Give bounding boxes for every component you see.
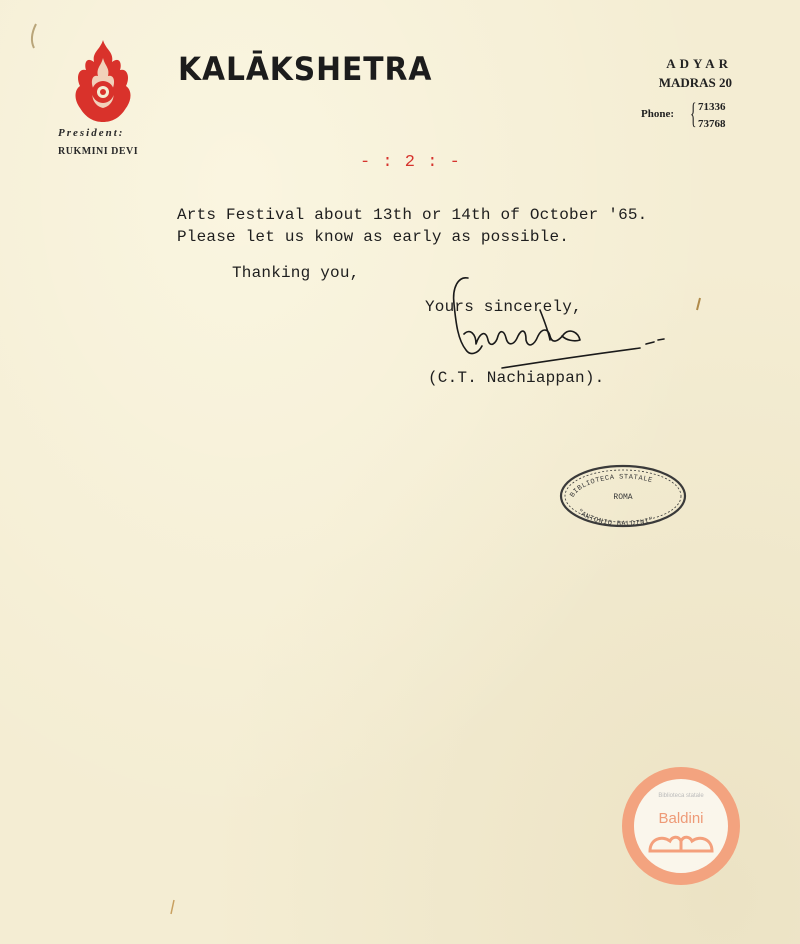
handwritten-signature xyxy=(440,270,670,380)
stamp-text-top: BIBLIOTECA STATALE xyxy=(568,473,654,500)
paper-mark xyxy=(26,22,46,52)
president-label: President: xyxy=(58,127,125,139)
body-line: Please let us know as early as possible. xyxy=(177,228,570,246)
body-line: Arts Festival about 13th or 14th of October '65. xyxy=(177,206,648,224)
brace-icon: { xyxy=(689,97,697,130)
thanks-line: Thanking you, xyxy=(232,264,360,282)
library-stamp xyxy=(558,462,688,530)
logo-small-text: Biblioteca statale xyxy=(658,793,704,799)
logo-text: Baldini xyxy=(658,810,704,827)
phone-block xyxy=(640,97,740,134)
phone-number: 71336 xyxy=(698,101,726,113)
svg-text:BIBLIOTECA STATALE xyxy=(569,474,654,500)
page-number: - : 2 : - xyxy=(360,153,461,172)
signer-name: (C.T. Nachiappan). xyxy=(428,369,605,387)
president-name: RUKMINI DEVI xyxy=(58,146,139,157)
paper-mark xyxy=(694,296,704,312)
stamp-text-middle: ROMA xyxy=(613,493,633,502)
address-line-1: ADYAR xyxy=(666,56,732,71)
organization-name: KALĀKSHETRA xyxy=(178,50,433,88)
phone-number: 73768 xyxy=(698,118,726,130)
address-block xyxy=(659,56,732,91)
svg-text:"ANTONIO BALDINI" xyxy=(575,508,655,528)
address-line-2: MADRAS 20 xyxy=(658,75,732,90)
flame-logo-icon xyxy=(70,38,136,124)
phone-label: Phone: xyxy=(641,108,674,120)
stamp-text-bottom: "ANTONIO BALDINI" xyxy=(575,508,655,529)
paper-mark xyxy=(166,898,180,918)
closing-line: Yours sincerely, xyxy=(425,298,582,316)
